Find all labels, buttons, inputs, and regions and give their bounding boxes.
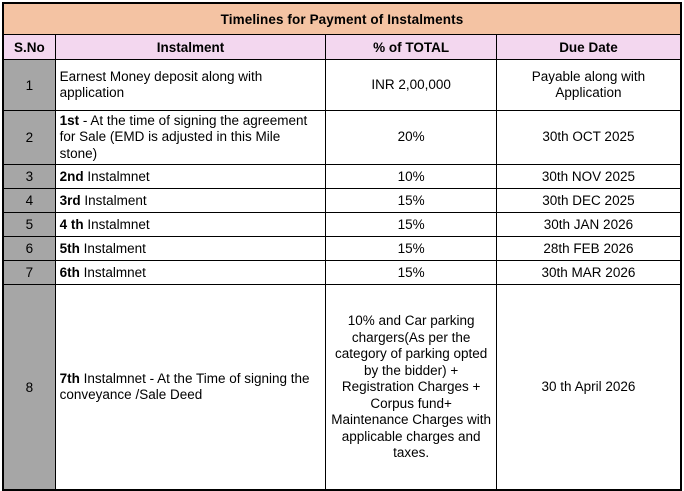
- cell-sno: 2: [3, 111, 55, 165]
- cell-instalment: [55, 261, 326, 285]
- table-title: Timelines for Payment of Instalments: [3, 3, 681, 35]
- cell-sno: 1: [3, 60, 55, 111]
- cell-instalment-bold: 3rd: [59, 192, 81, 208]
- cell-instalment: [55, 60, 326, 111]
- cell-percent: 10% and Car parking chargers(As per the category of parking opted by the bidder) + Registration Charges + Corpus fund+ Maintenance Charges with applicable charges and taxes.: [326, 285, 496, 491]
- cell-instalment-bold: 1st: [59, 113, 80, 128]
- cell-due-date: 30th MAR 2026: [496, 261, 681, 285]
- table-row: [3, 111, 681, 165]
- cell-due-date: 30th OCT 2025: [496, 111, 681, 165]
- cell-instalment-bold: 4 th: [59, 216, 84, 232]
- table-row: [3, 285, 681, 491]
- cell-percent: 15%: [326, 189, 496, 213]
- cell-sno: 5: [3, 213, 55, 237]
- cell-sno: 3: [3, 165, 55, 189]
- cell-percent: INR 2,00,000: [326, 60, 496, 111]
- column-header-due-date: Due Date: [496, 35, 681, 60]
- cell-due-date: 30 th April 2026: [496, 285, 681, 491]
- column-header-sno: S.No: [3, 35, 55, 60]
- column-header-percent: % of TOTAL: [326, 35, 496, 60]
- cell-instalment: [55, 111, 326, 165]
- document-sheet: [0, 2, 684, 490]
- cell-instalment-bold: 7th: [59, 370, 80, 386]
- cell-percent: 20%: [326, 111, 496, 165]
- cell-instalment-bold: 2nd: [59, 168, 84, 184]
- cell-instalment-text: - At the time of signing the agreement for Sale (EMD is adjusted in this Mile stone): [59, 113, 308, 161]
- cell-instalment-text: Instalment: [79, 240, 146, 256]
- cell-due-date: 30th NOV 2025: [496, 165, 681, 189]
- cell-instalment-text: Instalment: [80, 192, 147, 208]
- cell-sno: 4: [3, 189, 55, 213]
- table-row: [3, 213, 681, 237]
- table-row: [3, 165, 681, 189]
- cell-instalment-bold: 5th: [59, 240, 80, 256]
- cell-instalment: [55, 189, 326, 213]
- cell-sno: 8: [3, 285, 55, 491]
- cell-sno: 7: [3, 261, 55, 285]
- cell-percent: 15%: [326, 237, 496, 261]
- cell-instalment-text: Instalmnet - At the Time of signing the conveyance /Sale Deed: [59, 370, 310, 403]
- cell-percent: 15%: [326, 261, 496, 285]
- table-row: [3, 189, 681, 213]
- cell-instalment: [55, 165, 326, 189]
- cell-due-date: 30th DEC 2025: [496, 189, 681, 213]
- table-row: [3, 60, 681, 111]
- cell-sno: 6: [3, 237, 55, 261]
- column-header-instalment: Instalment: [55, 35, 326, 60]
- payment-timeline-table: [2, 2, 682, 491]
- cell-due-date: 30th JAN 2026: [496, 213, 681, 237]
- cell-instalment-bold: 6th: [59, 264, 80, 280]
- table-title-row: [3, 3, 681, 35]
- cell-instalment: [55, 213, 326, 237]
- cell-instalment-text: Instalmnet: [83, 168, 150, 184]
- cell-instalment-text: Earnest Money deposit along with application: [59, 68, 263, 100]
- table-row: [3, 237, 681, 261]
- cell-due-date: 28th FEB 2026: [496, 237, 681, 261]
- table-row: [3, 261, 681, 285]
- table-header-row: [3, 35, 681, 60]
- cell-instalment-text: Instalmnet: [83, 216, 150, 232]
- cell-due-date: Payable along with Application: [496, 60, 681, 111]
- cell-percent: 10%: [326, 165, 496, 189]
- cell-instalment-text: Instalmnet: [79, 264, 146, 280]
- cell-instalment: [55, 285, 326, 491]
- cell-percent: 15%: [326, 213, 496, 237]
- cell-instalment: [55, 237, 326, 261]
